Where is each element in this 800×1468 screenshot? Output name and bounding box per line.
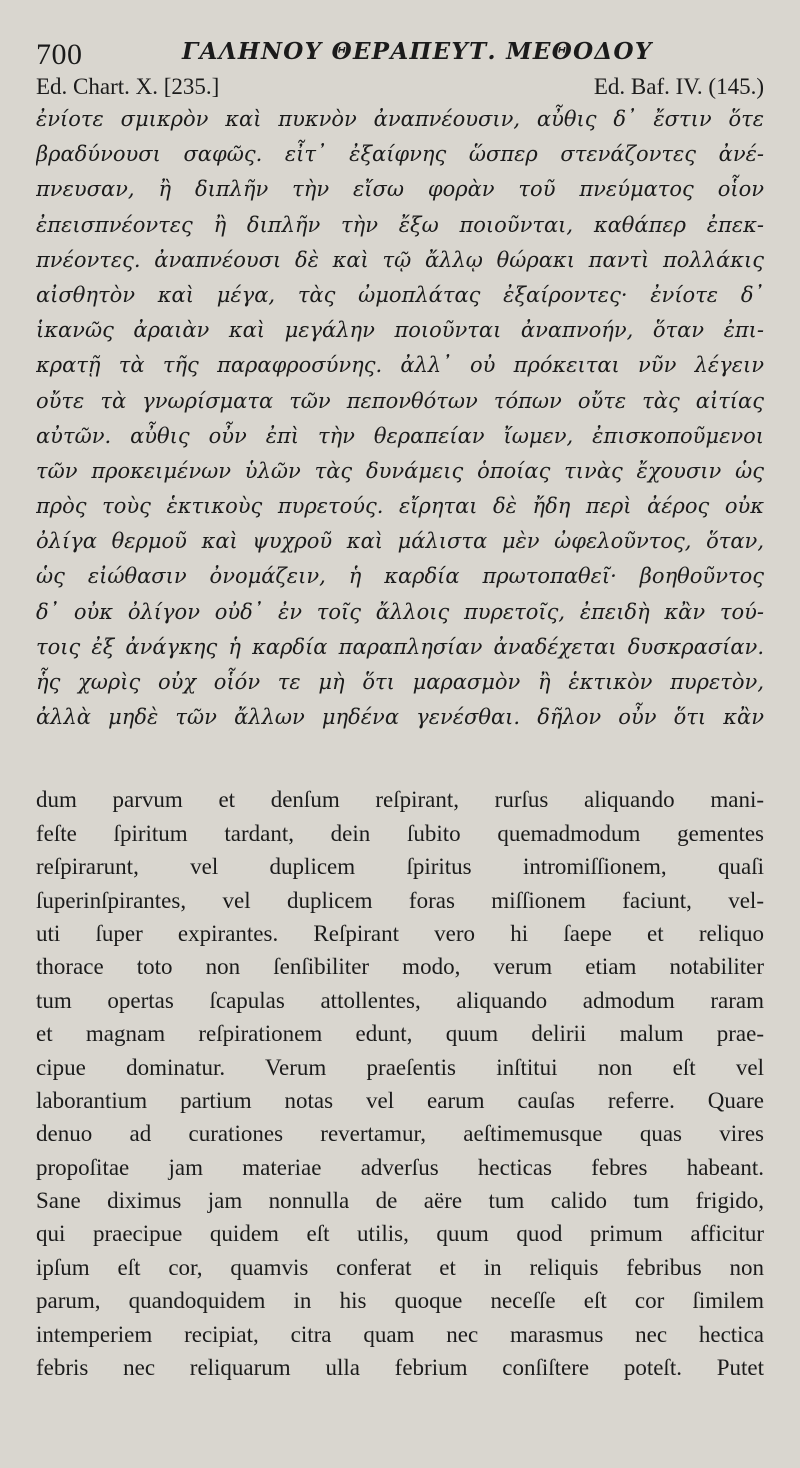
- greek-line: ὀλίγα θερμοῦ καὶ ψυχροῦ καὶ μάλιστα μὲν ὠφελοῦντος, ὅταν,: [36, 529, 764, 554]
- running-head: ΓΑΛΗΝΟΥ ΘΕΡΑΠΕΥΤ. ΜΕΘΟΔΟΥ: [182, 38, 653, 65]
- greek-line: δ᾽ οὐκ ὀλίγον οὐδ᾽ ἐν τοῖς ἄλλοις πυρετοῖς, ἐπειδὴ κἂν τού-: [36, 599, 764, 624]
- greek-line: βραδύνουσι σαφῶς. εἶτ᾽ ἐξαίφνης ὥσπερ στενάζοντες ἀνέ-: [36, 142, 764, 167]
- greek-line: ὡς εἰώθασιν ὀνομάζειν, ἡ καρδία πρωτοπαθεῖ· βοηθοῦντος: [36, 564, 764, 589]
- latin-line: febris nec reliquarum ulla febrium conſiſtere poteſt. Putet: [36, 1355, 764, 1381]
- latin-line: et magnam reſpirationem edunt, quum delirii malum prae-: [36, 1021, 764, 1047]
- latin-line: cipue dominatur. Verum praeſentis inſtitui non eſt vel: [36, 1054, 764, 1080]
- greek-text-block: [36, 102, 764, 735]
- latin-line: laborantium partium notas vel earum cauſas referre. Quare: [36, 1087, 764, 1113]
- edition-line: [36, 74, 764, 100]
- latin-line: reſpirarunt, vel duplicem ſpiritus intromiſſionem, quaſi: [36, 854, 764, 880]
- latin-line: qui praecipue quidem eſt utilis, quum quod primum afficitur: [36, 1221, 764, 1247]
- greek-line: πνέοντες. ἀναπνέουσι δὲ καὶ τῷ ἄλλῳ θώρακι παντὶ πολλάκις: [36, 247, 764, 272]
- greek-line: τοις ἐξ ἀνάγκης ἡ καρδία παραπλησίαν ἀναδέχεται δυσκρασίαν.: [36, 634, 764, 659]
- page-header: [36, 30, 764, 74]
- greek-line: πνευσαν, ἢ διπλῆν τὴν εἴσω φορὰν τοῦ πνεύματος οἷον: [36, 177, 764, 202]
- greek-line: ἱκανῶς ἀραιὰν καὶ μεγάλην ποιοῦνται ἀναπνοήν, ὅταν ἐπι-: [36, 318, 764, 343]
- latin-line: Sane diximus jam nonnulla de aëre tum calido tum frigido,: [36, 1188, 764, 1214]
- greek-line: πρὸς τοὺς ἑκτικοὺς πυρετούς. εἴρηται δὲ ἤδη περὶ ἀέρος οὐκ: [36, 494, 764, 519]
- greek-line: ἧς χωρὶς οὐχ οἷόν τε μὴ ὅτι μαρασμὸν ἢ ἑκτικὸν πυρετὸν,: [36, 670, 764, 694]
- latin-line: parum, quandoquidem in his quoque neceſſe eſt cor ſimilem: [36, 1288, 764, 1314]
- page-number: 700: [36, 38, 83, 71]
- edition-chartier: Ed. Chart. X. [235.]: [36, 74, 220, 99]
- latin-line: dum parvum et denſum reſpirant, rurſus aliquando mani-: [36, 787, 764, 813]
- latin-line: feſte ſpiritum tardant, dein ſubito quemadmodum gementes: [36, 820, 764, 846]
- latin-line: ipſum eſt cor, quamvis conferat et in reliquis febribus non: [36, 1254, 764, 1280]
- greek-line: κρατῇ τὰ τῆς παραφροσύνης. ἀλλ᾽ οὐ πρόκειται νῦν λέγειν: [36, 353, 764, 378]
- greek-line: οὔτε τὰ γνωρίσματα τῶν πεπονθότων τόπων οὔτε τὰς αἰτίας: [36, 388, 764, 413]
- greek-line: ἀλλὰ μηδὲ τῶν ἄλλων μηδένα γενέσθαι. δῆλον οὖν ὅτι κἂν: [36, 705, 764, 730]
- latin-line: intemperiem recipiat, citra quam nec marasmus nec hectica: [36, 1321, 764, 1347]
- greek-line: αἰσθητὸν καὶ μέγα, τὰς ὠμοπλάτας ἐξαίροντες· ἐνίοτε δ᾽: [36, 282, 764, 307]
- edition-basel: Ed. Baf. IV. (145.): [593, 74, 764, 99]
- latin-line: tum opertas ſcapulas attollentes, aliquando admodum raram: [36, 987, 764, 1013]
- greek-line: τῶν προκειμένων ὑλῶν τὰς δυνάμεις ὁποίας τινὰς ἔχουσιν ὡς: [36, 458, 764, 483]
- latin-text-block: [36, 783, 764, 1384]
- latin-line: propoſitae jam materiae adverſus hecticas febres habeant.: [36, 1154, 764, 1180]
- greek-line: ἐπεισπνέοντες ἢ διπλῆν τὴν ἔξω ποιοῦνται, καθάπερ ἐπεκ-: [36, 212, 764, 237]
- greek-line: αὐτῶν. αὖθις οὖν ἐπὶ τὴν θεραπείαν ἴωμεν, ἐπισκοποῦμενοι: [36, 423, 764, 448]
- greek-line: ἐνίοτε σμικρὸν καὶ πυκνὸν ἀναπνέουσιν, αὖθις δ᾽ ἔστιν ὅτε: [36, 107, 764, 131]
- latin-line: ſuperinſpirantes, vel duplicem foras miſſionem faciunt, vel-: [36, 887, 764, 913]
- latin-line: thorace toto non ſenſibiliter modo, verum etiam notabiliter: [36, 954, 764, 980]
- latin-line: uti ſuper expirantes. Reſpirant vero hi ſaepe et reliquo: [36, 920, 764, 946]
- latin-line: denuo ad curationes revertamur, aeſtimemusque quas vires: [36, 1121, 764, 1147]
